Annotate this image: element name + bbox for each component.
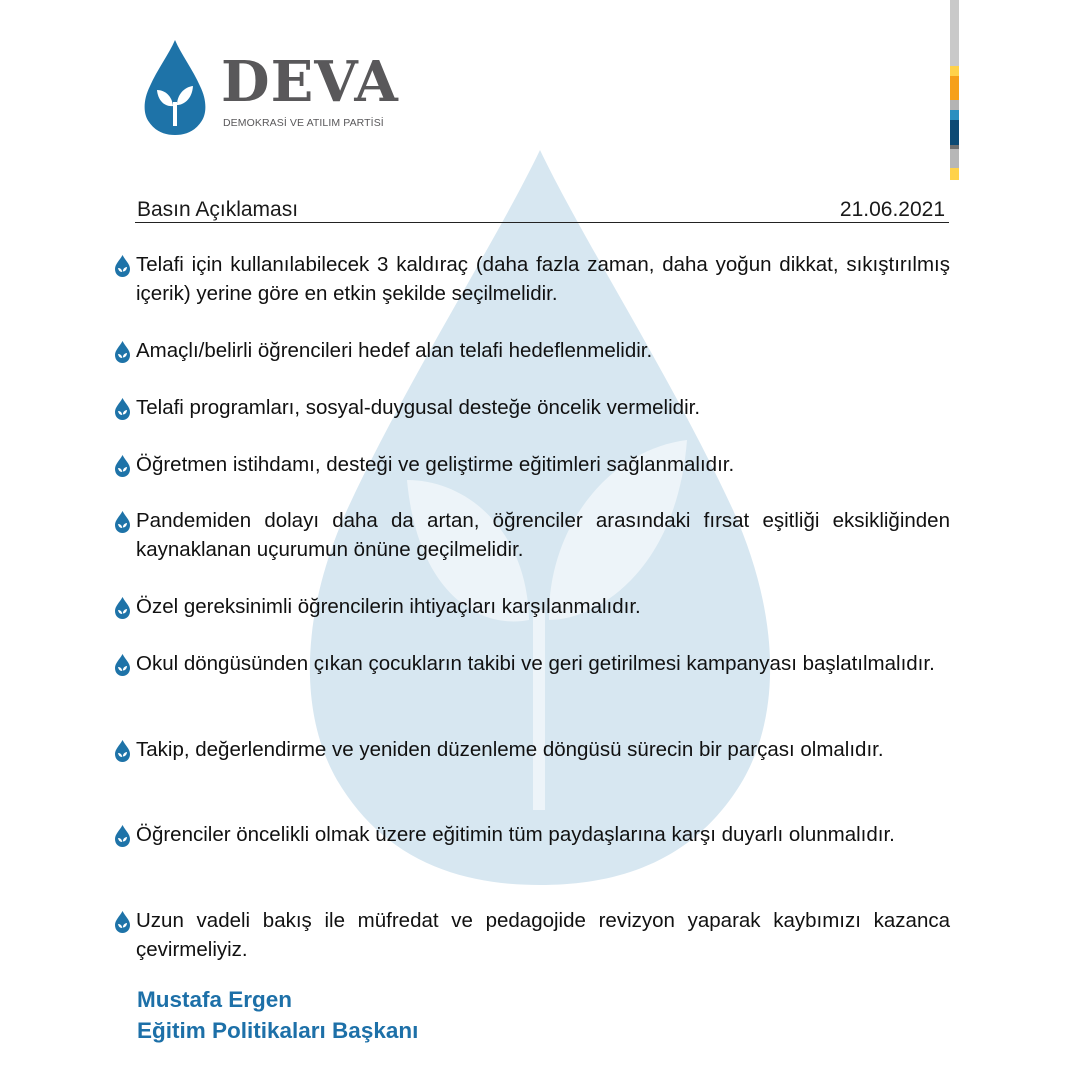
water-drop-icon <box>114 450 136 482</box>
list-item <box>114 906 952 964</box>
signature-name: Mustafa Ergen <box>137 987 293 1012</box>
document-header <box>135 198 949 223</box>
list-item <box>114 250 952 308</box>
water-drop-icon <box>114 336 136 368</box>
list-item <box>114 506 952 564</box>
document-date: 21.06.2021 <box>839 198 945 221</box>
water-drop-icon <box>114 506 136 564</box>
stripe-segment <box>950 66 959 76</box>
stripe-segment <box>950 168 959 180</box>
document-title: Basın Açıklaması <box>137 198 299 221</box>
item-text: Okul döngüsünden çıkan çocukların takibi ve geri getirilmesi kampanyası başlatılmalıdır. <box>136 652 935 675</box>
signature-role: Eğitim Politikaları Başkanı <box>137 1018 419 1043</box>
item-text: Pandemiden dolayı daha da artan, öğrenciler arasındaki fırsat eşitliği eksikliğinden kaynaklanan uçurumun önüne geçilmelidir. <box>136 509 950 561</box>
list-item <box>114 393 952 425</box>
stripe-segment <box>950 110 959 120</box>
stripe-segment <box>950 149 959 168</box>
stripe-segment <box>950 76 959 100</box>
list-item <box>114 820 952 852</box>
item-text: Özel gereksinimli öğrencilerin ihtiyaçları karşılanmalıdır. <box>136 595 641 618</box>
water-drop-icon <box>114 250 136 308</box>
list-item <box>114 592 952 624</box>
signature-block <box>137 984 418 1046</box>
water-drop-icon <box>114 393 136 425</box>
stripe-segment <box>950 100 959 110</box>
water-drop-icon <box>114 906 136 964</box>
logo-wordmark: DEVA <box>221 49 399 115</box>
list-item <box>114 735 952 767</box>
water-drop-icon <box>114 592 136 624</box>
item-text: Öğretmen istihdamı, desteği ve geliştirme eğitimleri sağlanmalıdır. <box>136 453 735 476</box>
decorative-color-stripe <box>950 0 959 182</box>
item-text: Amaçlı/belirli öğrencileri hedef alan telafi hedeflenmelidir. <box>136 339 653 362</box>
item-text: Öğrenciler öncelikli olmak üzere eğitimin tüm paydaşlarına karşı duyarlı olunmalıdır. <box>136 823 895 846</box>
stripe-segment <box>950 120 959 145</box>
water-drop-icon <box>114 820 136 852</box>
item-text: Telafi programları, sosyal-duygusal desteğe öncelik vermelidir. <box>136 396 701 419</box>
item-text: Telafi için kullanılabilecek 3 kaldıraç (daha fazla zaman, daha yoğun dikkat, sıkıştırılmış içerik) yerine göre en etkin şekilde seçilmelidir. <box>136 253 950 305</box>
item-text: Uzun vadeli bakış ile müfredat ve pedagojide revizyon yaparak kaybımızı kazanca çevirmeliyiz. <box>136 909 950 961</box>
water-drop-sprout-icon <box>143 40 207 136</box>
item-text: Takip, değerlendirme ve yeniden düzenleme döngüsü sürecin bir parçası olmalıdır. <box>136 738 884 761</box>
list-item <box>114 649 952 681</box>
list-item <box>114 450 952 482</box>
water-drop-icon <box>114 735 136 767</box>
stripe-segment <box>950 0 959 66</box>
water-drop-icon <box>114 649 136 681</box>
list-item <box>114 336 952 368</box>
logo-subtitle: DEMOKRASİ VE ATILIM PARTİSİ <box>223 117 384 129</box>
